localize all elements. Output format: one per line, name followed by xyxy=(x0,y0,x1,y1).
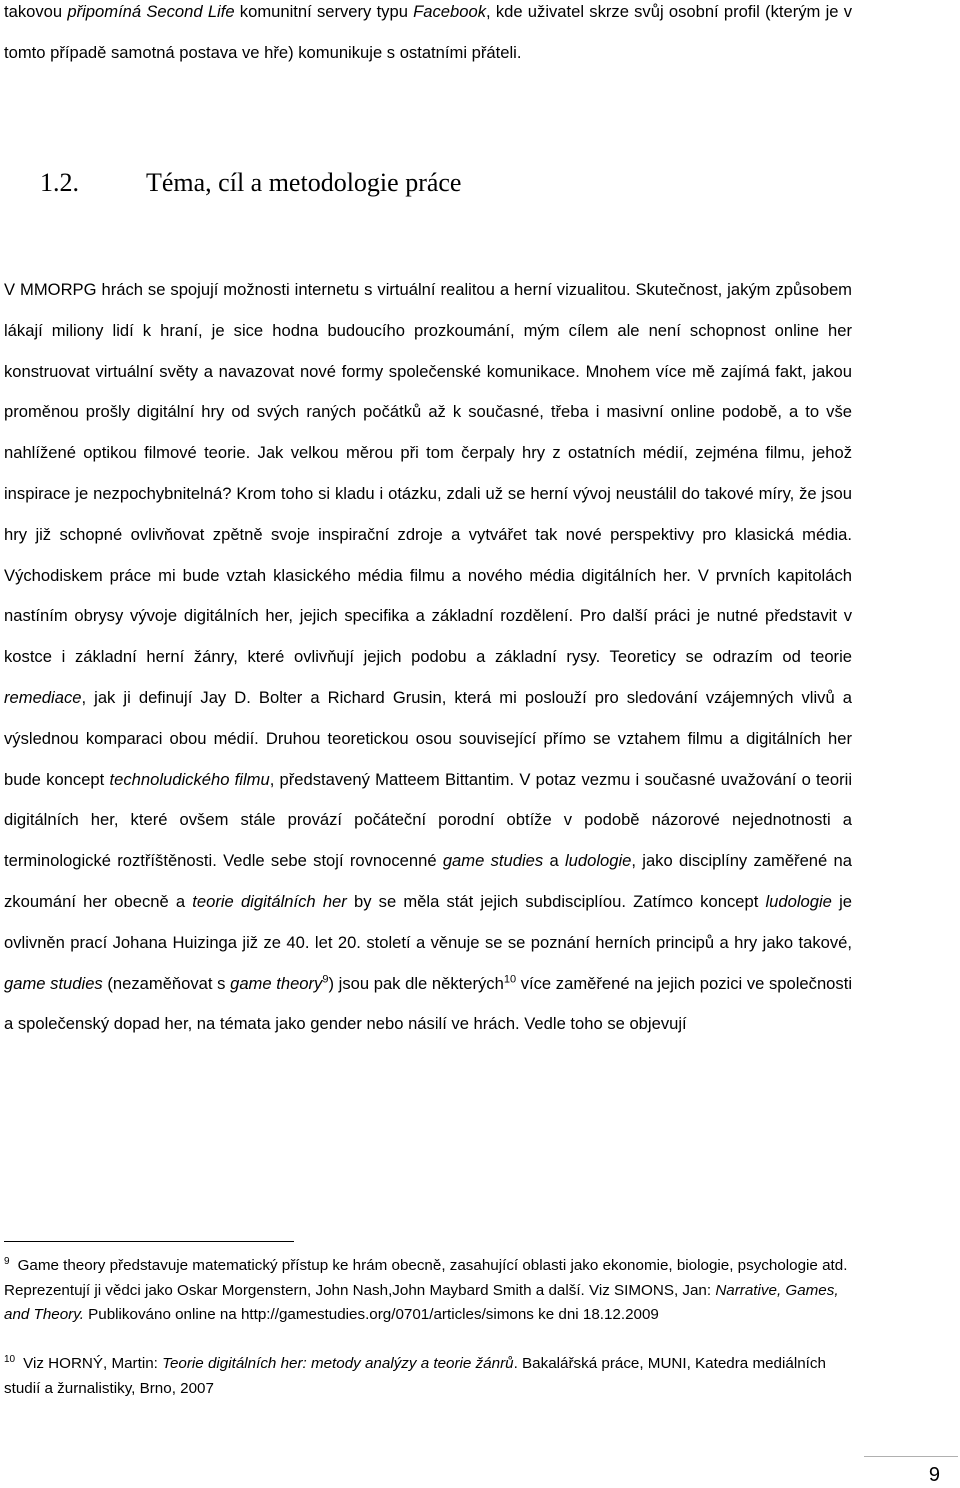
italic-run: remediace xyxy=(4,687,82,707)
text-run: (nezaměňovat s xyxy=(102,973,231,993)
footnote-mark: 9 xyxy=(4,1255,10,1267)
italic-run: Facebook xyxy=(413,2,487,21)
italic-run: Teorie digitálních her: metody analýzy a teorie žánrů xyxy=(162,1355,514,1372)
italic-run: ludologie xyxy=(564,851,632,871)
text-run: . Bakalářská práce, MUNI, Katedra mediálních studií a žurnalistiky, Brno, 2007 xyxy=(4,1355,826,1397)
italic-run: Narrative, Games, and Theory. xyxy=(4,1281,839,1324)
text-run: Publikováno online na http://gamestudies.org/0701/articles/simons ke dni 18.12.2009 xyxy=(83,1306,659,1324)
footnote-10 xyxy=(4,1352,852,1401)
italic-run: game theory xyxy=(230,973,323,993)
italic-run: ludologie xyxy=(765,891,832,911)
footnote-mark: 10 xyxy=(4,1353,16,1365)
section-number: 1.2. xyxy=(40,168,79,197)
text-run: je ovlivněn prací Johana Huizinga již ze 40. let 20. století a věnuje se se poznání herních principů a hry jako takové, xyxy=(4,891,853,952)
page-number-rule xyxy=(864,1456,958,1457)
text-run: , jak ji definují Jay D. Bolter a Richard Grusin, která mi poslouží pro sledování vzájemných vlivů a výslednou komparaci obou médií. Druhou teoretickou osou související přímo se vztahem filmu a digitálních her bude koncept xyxy=(4,687,852,789)
text-run: Game theory představuje matematický přístup ke hrám obecně, zasahující oblasti jako ekonomie, biologie, psychologie atd. Reprezentují ji vědci jako Oskar Morgenstern, John Nash,John Maybard Smith a další. Viz SIMONS, Jan: xyxy=(4,1257,848,1299)
text-run: by se měla stát jejich subdisciplíou. Zatímco koncept xyxy=(346,891,766,911)
intro-paragraph xyxy=(4,0,852,74)
body-paragraph xyxy=(4,270,852,1045)
text-run: , představený Matteem Bittantim. V potaz vezmu i současné uvažování o teorii digitálních her, které ovšem stále provází počáteční porodní obtíže v podobě názorové nejednotnosti a terminologické roztříštěnosti. Vedle sebe stojí rovnocenné xyxy=(4,769,853,871)
section-title: Téma, cíl a metodologie práce xyxy=(146,168,462,197)
italic-run: game studies xyxy=(442,851,544,871)
text-run: , kde uživatel skrze svůj osobní profil (kterým je v tomto případě samotná postava ve hře) komunikuje s ostatními přáteli. xyxy=(4,2,852,62)
text-run: ) jsou pak dle některých xyxy=(328,973,504,993)
text-run: takovou xyxy=(4,2,68,21)
section-heading xyxy=(40,163,461,203)
text-run: více zaměřené na jejich pozici ve společnosti a společenský dopad her, na témata jako gender nebo násilí ve hrách. Vedle toho se objevují xyxy=(4,973,853,1034)
text-run: komunitní servery typu xyxy=(234,2,414,21)
italic-run: technoludického filmu xyxy=(109,769,270,789)
text-run: Viz HORNÝ, Martin: xyxy=(23,1355,163,1372)
footnote-ref-10[interactable]: 10 xyxy=(503,973,517,986)
text-run: , jako disciplíny zaměřené na zkoumání her obecně a xyxy=(4,851,852,911)
footnote-ref-9[interactable]: 9 xyxy=(322,973,329,986)
italic-run: game studies xyxy=(4,973,103,993)
page-number: 9 xyxy=(928,1464,940,1486)
footnote-separator xyxy=(4,1241,294,1242)
footnote-9 xyxy=(4,1254,852,1328)
italic-run: teorie digitálních her xyxy=(192,891,347,911)
text-run: V MMORPG hrách se spojují možnosti internetu s virtuální realitou a herní vizualitou. Skutečnost, jakým způsobem lákají miliony lidí k hraní, je sice hodna budoucího prozkoumání, mým cílem ale není schopnost online her konstruovat virtuální světy a navazovat nové formy společenské komunikace. Mnohem více mě zajímá fakt, jakou proměnou prošly digitální hry od svých raných počátků až k současné, třeba i masivní online podobě, a to vše nahlížené optikou filmové teorie. Jak velkou měrou při tom čerpaly hry z ostatních médií, zejména filmu, jehož inspirace je nezpochybnitelná? Krom toho si kladu i otázku, zdali už se herní vývoj neustálil do takové míry, že jsou hry již schopné ovlivňovat zpětně svoje inspirační zdroje a vytvářet tak nové perspektivy pro klasická média. Východiskem práce mi bude vztah klasického média filmu a nového média digitálních her. V prvních kapitolách nastíním obrysy vývoje digitálních her, jejich specifika a základní rozdělení. Pro další práci je nutné představit v kostce i základní herní žánry, které ovlivňují jejich podobu a základní rysy. Teoreticy se odrazím od teorie xyxy=(4,280,852,667)
italic-run: připomíná Second Life xyxy=(67,2,235,21)
text-run: a xyxy=(543,851,565,871)
